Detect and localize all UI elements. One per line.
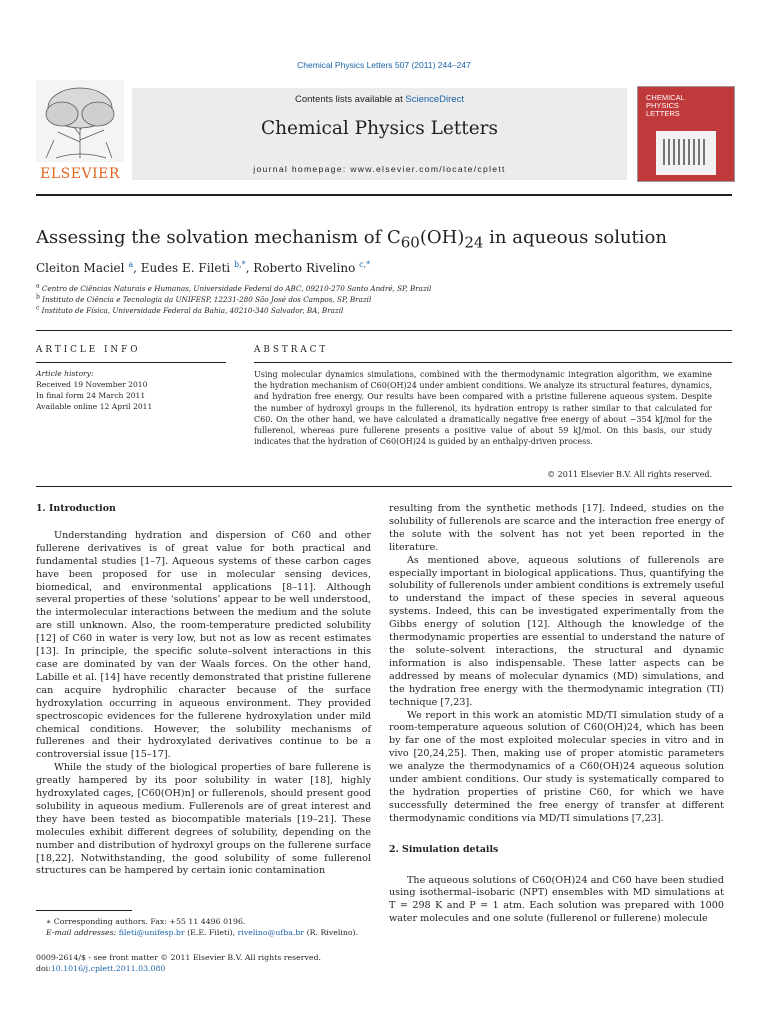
doi-link[interactable]: 10.1016/j.cplett.2011.03.080 xyxy=(50,964,166,973)
body-column-left xyxy=(36,503,371,878)
cover-graphic-icon xyxy=(656,131,716,175)
journal-title: Chemical Physics Letters xyxy=(260,118,498,139)
abstract-text: Using molecular dynamics simulations, combined with the thermodynamic integration algorithm, we examine the hydration mechanism of C60(OH)24 under ambient conditions. We analyze its structural features, dynamics, and hydration free energy. Our results have been compared with a pristine fullerene aqueous system. Despite the number of hydroxyl groups in the fullerenol, its hydration entropy is rather similar to that calculated for C60. On the other hand, we have calculated a dramatically negative free energy of about −354 kJ/mol for the fullerenol, whereas pure fullerene presents a positive value of about 59 kJ/mol. On this basis, our study indicates that the hydration of C60(OH)24 is guided by an enthalpy-driven process. xyxy=(254,370,712,447)
sciencedirect-link[interactable]: ScienceDirect xyxy=(405,94,464,105)
article-info-rule xyxy=(36,362,226,363)
received-date: Received 19 November 2010 xyxy=(36,380,148,389)
front-matter xyxy=(36,952,321,974)
journal-citation[interactable]: Chemical Physics Letters 507 (2011) 244–247 xyxy=(297,60,471,70)
article-title xyxy=(36,227,667,252)
author-list: Cleiton Maciel $^a$, Eudes E. Fileti $^{b,*}$, Roberto Rivelino $^{c,*}$ xyxy=(36,260,371,275)
affiliation xyxy=(36,295,371,304)
body-rule xyxy=(36,486,732,487)
email-owner: (R. Rivelino). xyxy=(304,928,359,937)
header-rule xyxy=(36,194,732,196)
affiliation xyxy=(36,284,431,293)
affiliation-text: Instituto de Ciência e Tecnologia da UNIFESP, 12231-280 São José dos Campos, SP, Brazil xyxy=(42,295,372,304)
title-part: Assessing the solvation mechanism of C xyxy=(36,227,401,248)
author-name: Eudes E. Fileti xyxy=(140,261,231,275)
journal-header xyxy=(132,88,627,180)
email-line xyxy=(36,927,371,938)
affiliation-text: Instituto de Física, Universidade Federal da Bahia, 40210-340 Salvador, BA, Brazil xyxy=(41,306,344,315)
section-heading: 2. Simulation details xyxy=(389,843,499,855)
paragraph: resulting from the synthetic methods [17]. Indeed, studies on the solubility of fullerenols are scarce and the interaction free energy of the solute with the solvent has not yet been reported in the literature. xyxy=(389,503,724,553)
email-link[interactable]: fileti@unifesp.br xyxy=(118,928,185,937)
section-rule xyxy=(36,330,732,331)
history-label: Article history: xyxy=(36,369,94,378)
copyright: © 2011 Elsevier B.V. All rights reserved. xyxy=(547,470,712,479)
cover-title: CHEMICAL PHYSICS LETTERS xyxy=(646,93,685,118)
affiliation xyxy=(36,306,343,315)
footnote xyxy=(36,916,371,938)
paragraph: While the study of the biological properties of bare fullerene is greatly hampered by its poor solubility in water [18], highly hydroxylated cages, [C60(OH)n] or fullerenols, should present good solubility in aqueous medium. Fullerenols are of great interest and they have been tested as biocompatible materials [19–21]. These molecules exhibit different degrees of solubility, depending on the number and distribution of hydroxyl groups on the fullerene surface [18,22]. Notwithstanding, the good solubility of some fullerenol structures can be hampered by certain ionic contamination xyxy=(36,762,371,877)
email-link[interactable]: rivelino@ufba.br xyxy=(237,928,305,937)
title-subscript: 60 xyxy=(400,233,420,252)
section-heading: 1. Introduction xyxy=(36,503,116,514)
title-subscript: 24 xyxy=(464,233,484,252)
doi-line xyxy=(36,963,321,974)
final-form-date: In final form 24 March 2011 xyxy=(36,391,146,400)
author-affiliation-mark[interactable]: b,* xyxy=(233,260,246,269)
author-name: Roberto Rivelino xyxy=(253,261,356,275)
paragraph: As mentioned above, aqueous solutions of fullerenols are especially important in biological applications. Thus, quantifying the solubility of fullerenols under ambient conditions is extremely useful to understand the impact of these species in several aqueous systems. Indeed, this can be investigated experimentally from the Gibbs energy of solution [12]. Although the knowledge of the thermodynamic properties are essential to understand the nature of the solute–solvent interactions, the structural and dynamic information is also indispensable. These latter aspects can be addressed by means of molecular dynamics (MD) simulations, and the hydration free energy with the thermodynamic integration (TI) technique [7,23]. xyxy=(389,554,724,708)
author-affiliation-mark[interactable]: a xyxy=(128,260,134,269)
elsevier-logo xyxy=(36,80,124,182)
contents-prefix: Contents lists available at xyxy=(295,94,406,105)
footnote-rule xyxy=(36,910,132,911)
abstract-heading: ABSTRACT xyxy=(254,345,329,355)
paragraph: Understanding hydration and dispersion of C60 and other fullerene derivatives is of great value for both practical and fundamental studies [1–7]. Aqueous systems of these carbon cages have been proposed for use in molecular sensing devices, biomedical, and environmental applications [8–11]. Although several properties of these ‘solutions’ appear to be well understood, the intermolecular interactions between the medium and the solute are still unknown. Also, the room-temperature predicted solubility [12] of C60 in water is very low, but not as low as recent estimates [13]. In principle, the specific solute–solvent interactions in this case are dominated by van der Waals forces. On the other hand, Labille et al. [14] have recently demonstrated that pristine fullerene can acquire hydrophilic character because of the surface hydroxylation occurring in aqueous environment. They provided spectroscopic evidences for the fullerene hydroxylation under mild chemical conditions. However, the solubility mechanisms of fullerenes and their hydroxylated derivatives continue to be a controversial issue [15–17]. xyxy=(36,529,371,761)
abstract-rule xyxy=(254,362,732,363)
title-part: (OH) xyxy=(419,227,465,248)
author-name: Cleiton Maciel xyxy=(36,261,125,275)
affiliation-label: b xyxy=(36,293,40,301)
article-info-heading: ARTICLE INFO xyxy=(36,345,141,355)
affiliation-text: Centro de Ciências Naturais e Humanas, Universidade Federal do ABC, 09210-270 Santo André, SP, Brazil xyxy=(41,284,432,293)
affiliation-label: c xyxy=(36,304,40,312)
journal-homepage[interactable]: journal homepage: www.elsevier.com/locate/cplett xyxy=(253,164,506,174)
journal-cover-image xyxy=(637,86,735,182)
author-affiliation-mark[interactable]: c,* xyxy=(359,260,371,269)
affiliation-label: a xyxy=(36,282,40,290)
email-label: E-mail addresses: xyxy=(46,928,119,937)
online-date: Available online 12 April 2011 xyxy=(36,402,153,411)
issn-line: 0009-2614/$ - see front matter © 2011 Elsevier B.V. All rights reserved. xyxy=(36,953,321,962)
corresponding-note: ∗ Corresponding authors. Fax: +55 11 4496 0196. xyxy=(46,917,246,926)
paragraph: We report in this work an atomistic MD/TI simulation study of a room-temperature aqueous solution of C60(OH)24, which has been by far one of the most exploited molecular species in vitro and in vivo [20,24,25]. Then, making use of proper atomistic parameters we analyze the thermodynamics of a C60(OH)24 aqueous solution under ambient conditions. Our study is systematically compared to the hydration properties of pristine C60, for which we have successfully determined the free energy of transfer at different thermodynamic conditions via MD/TI simulations [7,23]. xyxy=(389,709,724,824)
elsevier-tree-icon xyxy=(36,80,124,182)
title-part: in aqueous solution xyxy=(483,227,667,248)
contents-line xyxy=(132,94,627,105)
body-column-right xyxy=(389,503,724,926)
doi-label: doi: xyxy=(36,964,51,973)
email-owner: (E.E. Fileti), xyxy=(184,928,238,937)
publisher-name: ELSEVIER xyxy=(40,166,120,182)
paragraph: The aqueous solutions of C60(OH)24 and C60 have been studied using isothermal–isobaric (NPT) ensembles with MD simulations at T = 298 K and P = 1 atm. Each solution was prepared with 1000 water molecules and one solute (fullerenol or fullerene) molecule xyxy=(389,874,724,925)
